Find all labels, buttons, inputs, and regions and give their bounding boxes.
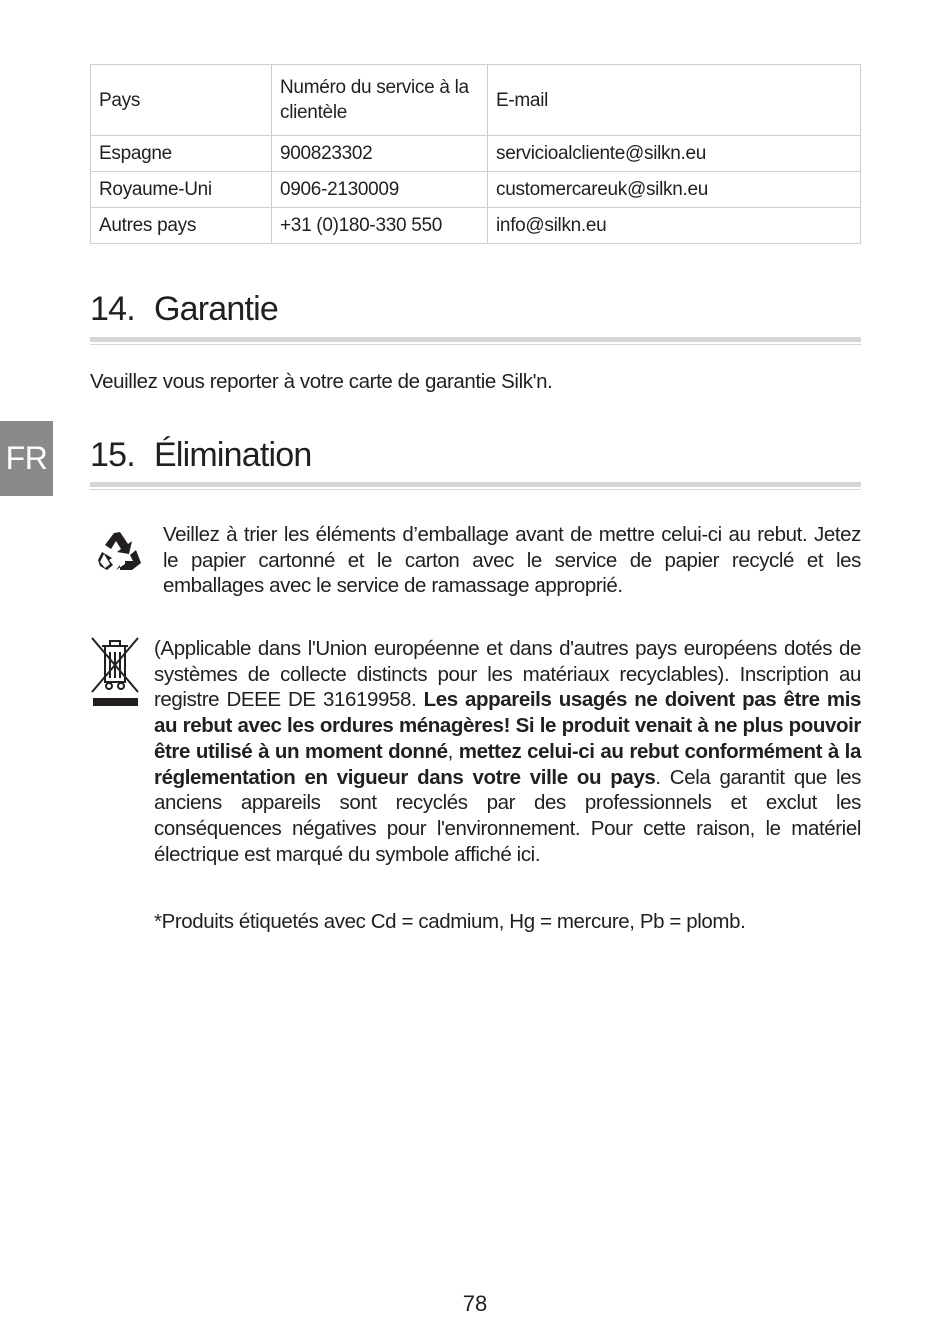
table-cell: 0906-2130009 — [272, 172, 488, 208]
weee-text-part: . Cela garantit que les anciens appareils sont recyclés par des professionnels et exclut les conséquences négatives pour l'environnement. Pour cette raison, le matériel électrique est marqué du symbole affiché ici. — [154, 765, 861, 866]
section-title: Garantie — [154, 290, 279, 328]
table-header-cell: Pays — [91, 65, 272, 136]
table-cell: Autres pays — [91, 208, 272, 244]
table-cell: Espagne — [91, 136, 272, 172]
table-cell: info@silkn.eu — [488, 208, 861, 244]
section-divider — [90, 482, 861, 490]
table-cell: customercareuk@silkn.eu — [488, 172, 861, 208]
recycling-text: Veillez à trier les éléments d’emballage avant de mettre celui-ci au rebut. Jetez le papier cartonné et le carton avec le service de papier recyclé et les emballages avec le service de ramassage approprié. — [163, 523, 861, 598]
table-row — [91, 208, 861, 244]
table-header-cell: E-mail — [488, 65, 861, 136]
table-row — [91, 172, 861, 208]
page-number: 78 — [462, 1291, 488, 1316]
table-header-cell: Numéro du service à la clientèle — [272, 65, 488, 136]
table-cell: Royaume-Uni — [91, 172, 272, 208]
table-header-row — [91, 65, 861, 136]
weee-text — [154, 636, 861, 867]
table-cell: servicioalcliente@silkn.eu — [488, 136, 861, 172]
section-number: 15. — [90, 436, 135, 474]
section-number: 14. — [90, 290, 135, 328]
weee-warning-bold: Les appareils usagés ne doivent pas être mis au rebut avec les ordures ménagères! Si le produit venait à ne plus pouvoir être utilisé à un moment donné — [154, 688, 861, 763]
section-title: Élimination — [154, 436, 312, 474]
section-divider — [90, 337, 861, 345]
weee-text-part: (Applicable dans l'Union européenne et dans d'autres pays européens dotés de systèmes de collecte distincts pour les matériaux recyclables). Inscription au registre DEEE DE 31619958. — [154, 637, 861, 712]
section-heading-elimination — [90, 436, 861, 475]
table-row — [91, 136, 861, 172]
table-cell: +31 (0)180-330 550 — [272, 208, 488, 244]
footnote: *Produits étiquetés avec Cd = cadmium, Hg = mercure, Pb = plomb. — [154, 910, 746, 933]
table-cell: 900823302 — [272, 136, 488, 172]
recycle-icon — [98, 530, 142, 572]
weee-warning-bold: mettez celui-ci au rebut conformément à la réglementation en vigueur dans votre ville ou pays — [154, 739, 861, 789]
section-heading-garantie — [90, 290, 861, 329]
weee-text-part: , — [447, 739, 459, 763]
contact-table — [90, 64, 861, 244]
language-tab: FR — [0, 421, 53, 496]
crossed-out-bin-icon — [90, 636, 140, 708]
warranty-text: Veuillez vous reporter à votre carte de garantie Silk'n. — [90, 370, 553, 393]
